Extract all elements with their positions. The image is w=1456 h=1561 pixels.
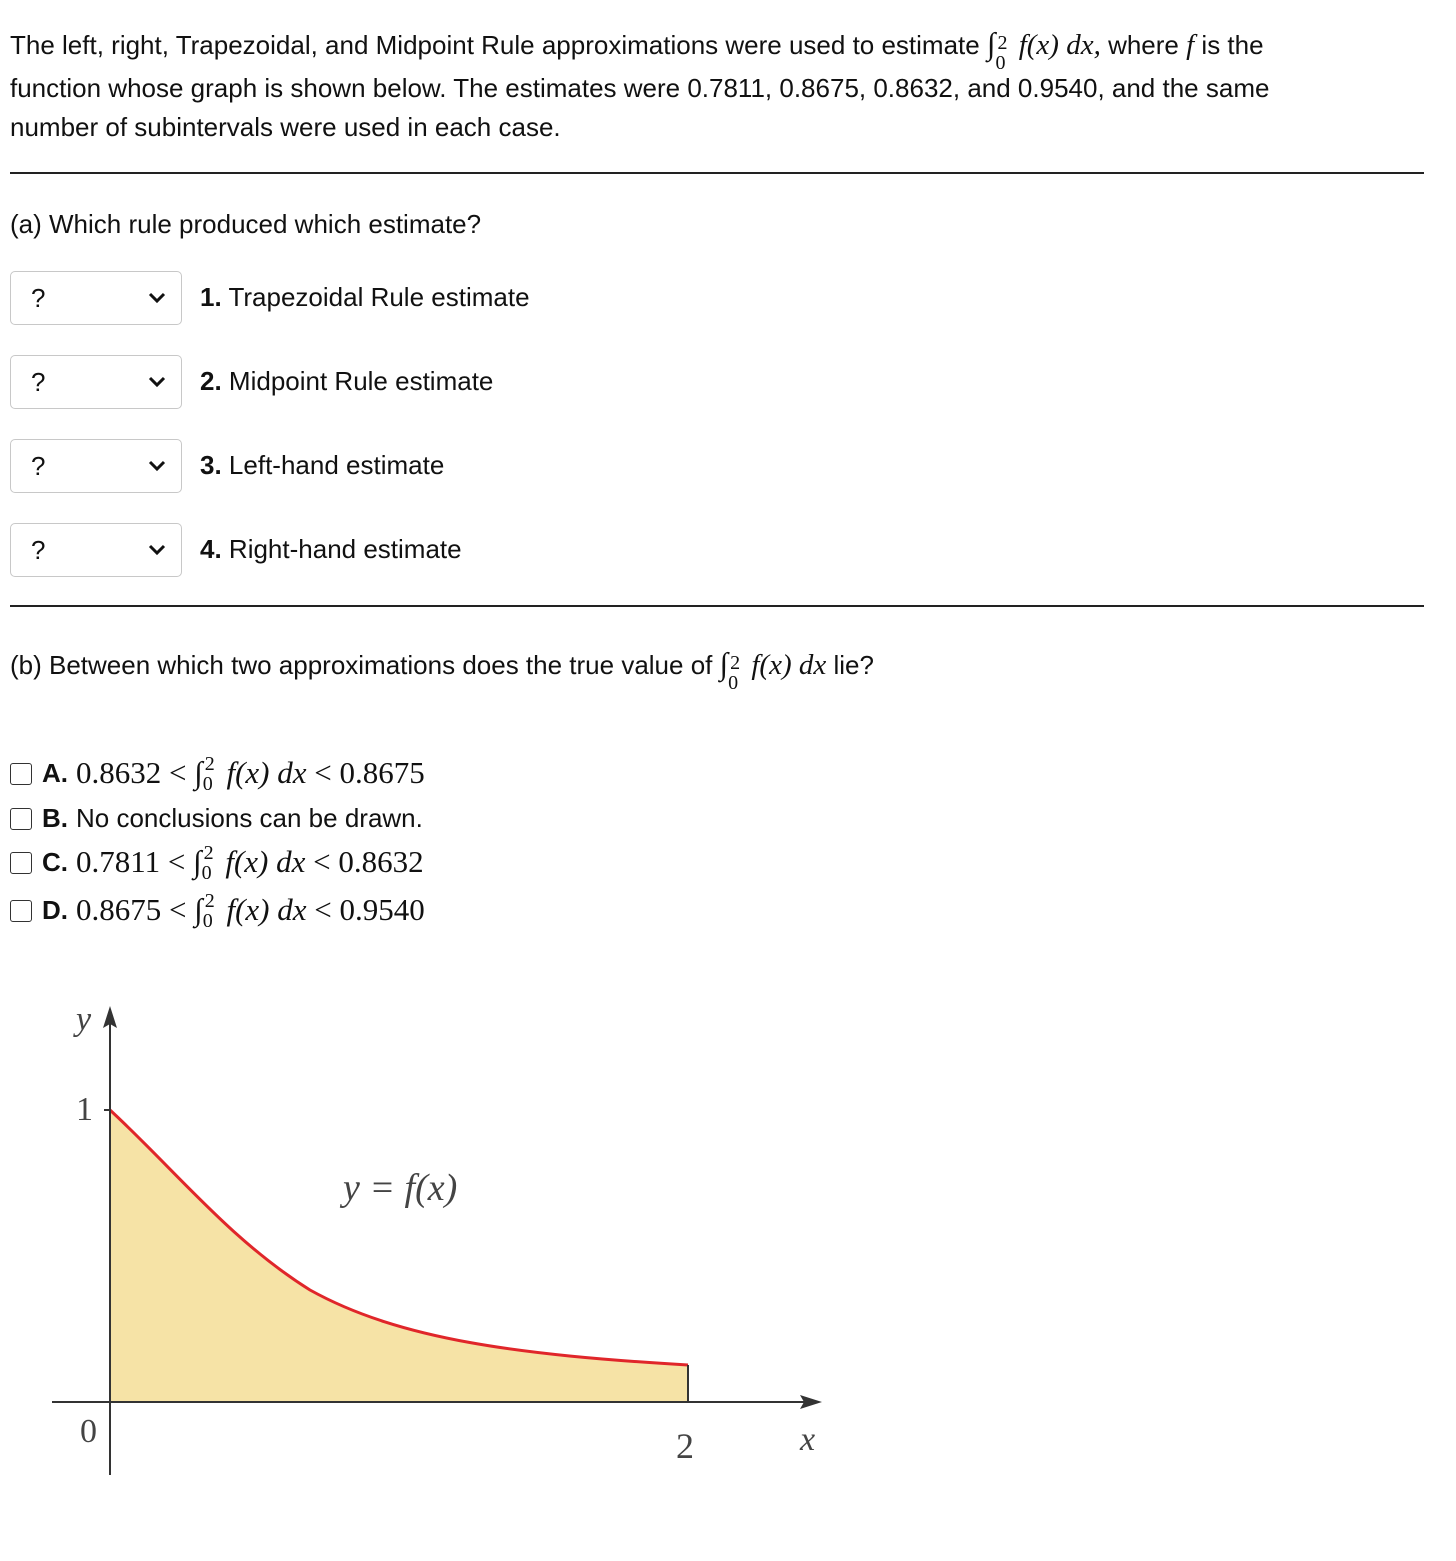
item-number: 2. [200,366,222,396]
part-a-question: (a) Which rule produced which estimate? [10,209,482,239]
integral-limits [728,652,744,695]
option-letter: B. [42,803,68,833]
chevron-down-icon [147,458,167,474]
integral-expression: f(x) dx [751,649,827,681]
chevron-down-icon [147,374,167,390]
integral-sign: ∫ [719,646,729,681]
chevron-down-icon [147,542,167,558]
intro-text-is-the: is the [1201,30,1264,60]
origin-label: 0 [80,1413,97,1450]
rule-select-2[interactable] [10,355,182,409]
integral-limits [995,32,1011,75]
integrand: f(x) dx [226,892,307,927]
question-text-end: lie? [833,650,874,680]
select-value: ? [31,367,46,397]
rule-select-3[interactable] [10,439,182,493]
lower-limit: 0 [202,772,213,795]
lower-limit: 0 [728,672,739,695]
upper-limit: 2 [204,752,215,775]
left-bound: 0.8675 [76,892,162,927]
option-b-text: No conclusions can be drawn. [76,803,423,833]
lower-limit: 0 [995,52,1006,75]
question-text: (b) Between which two approximations does the true value of [10,650,713,680]
item-text: Left-hand estimate [228,450,445,480]
intro-line-3: number of subintervals were used in each case. [10,112,561,142]
option-d-expression: 0.8675 < ∫ 2 0 f(x) dx < 0.9540 [76,889,425,932]
x-tick-label-2: 2 [676,1426,694,1466]
item-text: Right-hand estimate [228,534,462,564]
left-bound: 0.7811 [76,844,161,879]
item-number: 3. [200,450,222,480]
x-axis-label: x [800,1421,816,1458]
part-b-question [10,644,1410,695]
right-bound: 0.9540 [339,892,425,927]
y-axis-label: y [76,1001,92,1038]
option-a-checkbox[interactable] [10,763,32,785]
chevron-down-icon [147,290,167,306]
option-letter: C. [42,847,68,877]
intro-line-1 [10,24,1410,75]
left-bound: 0.8632 [76,755,162,790]
f-symbol: f [1186,29,1195,61]
divider [10,172,1424,174]
y-tick-label-1: 1 [76,1091,93,1128]
divider [10,605,1424,607]
integrand: f(x) dx [226,755,307,790]
estimate-label-1 [200,282,530,313]
upper-limit: 2 [203,841,214,864]
option-letter: D. [42,895,68,925]
item-number: 4. [200,534,222,564]
option-d-checkbox[interactable] [10,900,32,922]
option-c-checkbox[interactable] [10,852,32,874]
option-c-expression: 0.7811 < ∫ 2 0 f(x) dx < 0.8632 [76,841,424,884]
option-a-expression: 0.8632 < ∫ 2 0 f(x) dx < 0.8675 [76,752,425,795]
integral-sign: ∫ [986,26,996,61]
intro-line-2: function whose graph is shown below. The estimates were 0.7811, 0.8675, 0.8632, and 0.9540, and the same [10,73,1270,103]
right-bound: 0.8675 [339,755,425,790]
item-number: 1. [200,282,222,312]
estimate-label-3 [200,450,444,481]
estimate-label-2 [200,366,493,397]
select-value: ? [31,535,46,565]
intro-text-where: where [1108,30,1179,60]
estimate-label-4 [200,534,462,565]
upper-limit: 2 [730,652,741,675]
rule-select-4[interactable] [10,523,182,577]
curve-label: y = f(x) [343,1167,458,1209]
right-bound: 0.8632 [338,844,424,879]
upper-limit: 2 [204,889,215,912]
intro-text-1: The left, right, Trapezoidal, and Midpoint Rule approximations were used to estimate [10,30,980,60]
option-b-checkbox[interactable] [10,808,32,830]
lower-limit: 0 [202,909,213,932]
item-text: Midpoint Rule estimate [228,366,494,396]
select-value: ? [31,283,46,313]
option-letter: A. [42,758,68,788]
rule-select-1[interactable] [10,271,182,325]
integrand: f(x) dx [225,844,306,879]
integral-expression: f(x) dx, [1018,29,1101,61]
upper-limit: 2 [997,32,1008,55]
function-graph [0,970,880,1550]
select-value: ? [31,451,46,481]
item-text: Trapezoidal Rule estimate [228,282,530,312]
lower-limit: 0 [201,861,212,884]
